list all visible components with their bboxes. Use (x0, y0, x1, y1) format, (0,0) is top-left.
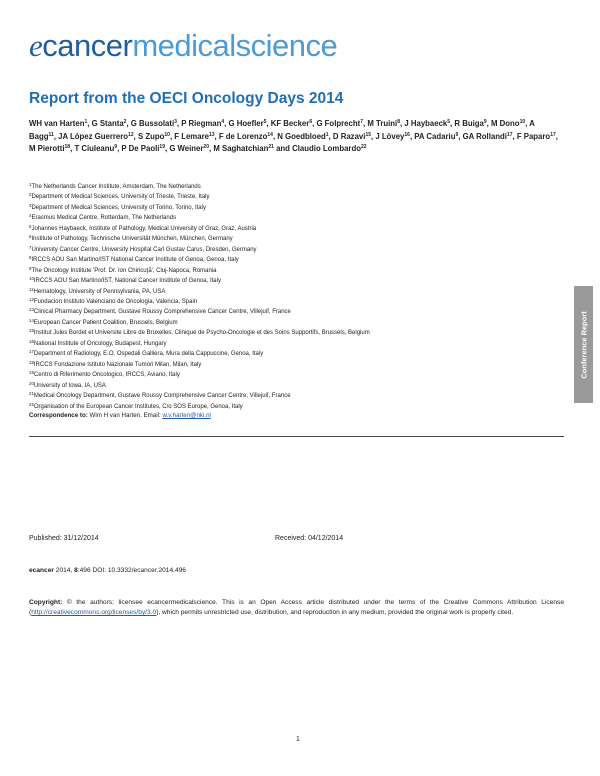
author-name: P Riegman (181, 119, 222, 128)
author-name: JA López Guerrero (58, 131, 129, 141)
affiliation-number: 17 (29, 349, 34, 355)
affiliation-text: Institut Jules Bordet et Universite Libre de Bruxelles, Clinique de Psycho-Oncologie et des Soins Supportifs, Brussels, Belgium (33, 330, 370, 337)
citation-journal: ecancer (29, 567, 54, 574)
author (271, 119, 312, 128)
citation-details: :496 DOI: 10.3332/ecancer.2014.496 (77, 567, 186, 574)
affiliation-text: University of Iowa, IA, USA (33, 382, 106, 389)
citation-volume: 8 (74, 567, 78, 574)
affiliation-text: IRCCS Fondazione Istituto Nazionale Tumori Milan, Milan, Italy (33, 361, 202, 368)
author-name: M Pierotti (29, 144, 65, 153)
author-affiliation-ref: 10 (164, 131, 170, 138)
author (181, 119, 224, 128)
author-affiliation-ref: 17 (506, 131, 513, 138)
author (414, 132, 458, 141)
received-date: Received: 04/12/2014 (275, 535, 344, 542)
author-affiliation-ref: 13 (208, 131, 215, 138)
affiliation (29, 223, 559, 233)
copyright-notice (29, 598, 564, 619)
author-name: D Razavi (332, 131, 366, 141)
published-date: Published: 31/12/2014 (29, 535, 99, 542)
author-affiliation-ref: 9 (114, 144, 118, 150)
affiliation-number: 14 (29, 317, 34, 323)
affiliation (29, 348, 559, 358)
affiliation-number: 18 (29, 359, 34, 365)
author-affiliation-ref: 16 (404, 131, 410, 138)
author-name: J Lövey (375, 131, 405, 141)
author-affiliation-ref: 9 (455, 131, 459, 138)
author-name: S Zupo (137, 131, 165, 141)
affiliation-text: IRCCS AOU San Martino/IST National Cancer Institute of Genoa, Genoa, Italy (31, 257, 239, 264)
author-name: WH van Harten (29, 119, 85, 128)
author-affiliation-ref: 22 (361, 144, 367, 150)
author-name: R Buiga (454, 119, 484, 128)
author (333, 132, 371, 141)
affiliation (29, 369, 559, 379)
author (29, 119, 87, 128)
author-affiliation-ref: 9 (483, 119, 487, 125)
affiliation (29, 401, 559, 411)
author (174, 132, 214, 141)
author-name: F Paparo (516, 131, 551, 141)
affiliation-number: 16 (29, 338, 34, 344)
author-name: M Saghatchian (213, 144, 269, 153)
author (169, 144, 209, 153)
affiliation (29, 265, 559, 275)
author (29, 144, 70, 153)
affiliation (29, 359, 559, 369)
author (375, 132, 410, 141)
affiliation (29, 338, 559, 348)
author-affiliation-ref: 12 (128, 131, 134, 138)
affiliation-text: Organisation of the European Cancer Institutes, C/o SOS Europe, Genoa, Italy (33, 403, 243, 410)
author (277, 132, 328, 141)
affiliation-text: The Oncology Institute 'Prof. Dr. Ion Chiricuţă', Cluj-Napoca, Romania (31, 267, 217, 274)
affiliation-number: 9 (29, 265, 32, 271)
affiliation (29, 390, 559, 400)
affiliation (29, 181, 559, 191)
author-name: KF Becker (270, 119, 310, 128)
author-name: G Folprecht (316, 119, 361, 128)
conference-report-tab (574, 286, 593, 403)
affiliation-text: Hematology, University of Pennsylvania, PA, USA (33, 288, 166, 295)
affiliation-text: Department of Medical Sciences, University of Torino, Torino, Italy (31, 204, 206, 211)
author-name: G Weiner (169, 144, 204, 153)
page-number: 1 (296, 736, 300, 743)
copyright-text-2: ), which permits unrestricted use, distribution, and reproduction in any medium, provided the original work is properly cited. (156, 609, 514, 617)
author-affiliation-ref: 4 (221, 119, 225, 125)
affiliation-number: 2 (29, 192, 32, 198)
author (367, 119, 400, 128)
author (229, 119, 267, 128)
author-name: J Haybaeck (404, 119, 448, 128)
author (121, 144, 165, 153)
author-affiliation-ref: 17 (550, 131, 556, 138)
author-affiliation-ref: 18 (64, 144, 71, 150)
author-name: G Bussolati (130, 119, 175, 128)
affiliation-text: European Cancer Patient Coalition, Brussels, Belgium (33, 319, 178, 326)
affiliation (29, 233, 559, 243)
author (463, 132, 513, 141)
affiliation-text: Erasmus Medical Centre, Rotterdam, The Netherlands (31, 215, 177, 222)
affiliation (29, 327, 559, 337)
author-name: F de Lorenzo (218, 131, 268, 141)
correspondence-email-link[interactable]: w.v.harten@nki.nl (162, 412, 211, 419)
affiliation-text: Institute of Pathology, Technische Universität München, München, Germany (31, 236, 233, 243)
affiliation-number: 20 (29, 380, 34, 386)
affiliation-text: University Cancer Centre, University Hospital Carl Gustav Carus, Dresden, Germany (31, 246, 257, 253)
author-name: G Hoefler (228, 119, 264, 128)
author-affiliation-ref: 19 (159, 144, 165, 150)
author-name: Claudio Lombardo (292, 144, 361, 153)
affiliation (29, 202, 559, 212)
author-affiliation-ref: 8 (397, 119, 400, 125)
affiliation-number: 15 (29, 328, 34, 334)
author-affiliation-ref: 1 (84, 119, 88, 125)
affiliation (29, 254, 559, 264)
divider (29, 436, 564, 437)
affiliation-number: 5 (29, 223, 32, 229)
affiliation-text: Medical Oncology Department, Gustave Roussy Comprehensive Cancer Centre, Villejuif, France (33, 393, 291, 400)
affiliation-number: 7 (29, 244, 32, 250)
affiliation-number: 12 (29, 296, 34, 302)
affiliation-number: 4 (29, 213, 32, 219)
affiliation (29, 286, 559, 296)
affiliation-text: Clinical Pharmacy Department, Gustave Roussy Comprehensive Cancer Centre, Villejuif, France (33, 309, 291, 316)
article-title: Report from the OECI Oncology Days 2014 (29, 90, 344, 107)
author (219, 132, 273, 141)
correspondence-text: Wim H van Harten. Email: (89, 412, 161, 419)
affiliation-text: Centro di Riferimento Oncologico, IRCCS, Aviano, Italy (33, 372, 180, 379)
correspondence-label: Correspondence to: (29, 412, 88, 419)
author (316, 119, 363, 128)
author-affiliation-ref: 15 (365, 131, 371, 138)
affiliation-list (29, 181, 559, 411)
author-name: M Truini (367, 119, 398, 128)
author (404, 119, 450, 128)
author-affiliation-ref: 21 (268, 144, 274, 150)
author-name: T Ciuleanu (74, 144, 115, 153)
author-name: PA Cadariu (414, 131, 456, 141)
author-affiliation-ref: 20 (203, 144, 209, 150)
author-name: A Bagg (29, 119, 535, 141)
affiliation (29, 306, 559, 316)
copyright-label: Copyright: (29, 599, 63, 606)
author (138, 132, 170, 141)
author-name: N Goedbloed (277, 131, 326, 141)
affiliation-text: Department of Medical Sciences, University of Trieste, Trieste, Italy (31, 194, 210, 201)
author-list: WH van Harten$^1$, G Stanta$^2$, G Bussolati$^3$, P Riegman$^4$, G Hoefler$^5$, KF Becker$^6$, G Folprecht$^7$, M Truini$^8$, J Haybaeck$^5$, R Buiga$^9$, M Dono$^{10}$, A Bagg$^{11}$, JA López Guerrero$^{12}$, S Zupo$^{10}$, F Lemare$^{13}$, F de Lorenzo$^{14}$, N Goedbloed$^1$, D Razavi$^{15}$, J Lövey$^{16}$, PA Cadariu$^9$, GA Rollandi$^{17}$, F Paparo$^{17}$, M Pierotti$^{18}$, T Ciuleanu$^9$, P De Paoli$^{19}$, G Weiner$^{20}$, M Saghatchian$^{21}$ and Claudio Lombardo$^{22}$ (29, 119, 558, 153)
affiliation-text: IRCCS AOU San Martino/IST, National Cancer Institute of Genoa, Italy (33, 278, 221, 285)
affiliation (29, 244, 559, 254)
author-affiliation-ref: 10 (519, 119, 526, 125)
author-name: GA Rollandi (462, 131, 507, 141)
affiliation-number: 13 (29, 307, 34, 313)
license-link[interactable]: http://creativecommons.org/licenses/by/3.0 (31, 609, 157, 617)
author-name: P De Paoli (121, 144, 160, 153)
citation (29, 567, 186, 574)
affiliation (29, 191, 559, 201)
affiliation-number: 22 (29, 401, 34, 407)
citation-year: 2014, (55, 567, 73, 574)
author (74, 144, 117, 153)
affiliation (29, 380, 559, 390)
affiliation-number: 6 (29, 234, 32, 240)
affiliation-number: 10 (29, 276, 34, 282)
author-affiliation-ref: 2 (123, 119, 127, 125)
author-affiliation-ref: 14 (267, 131, 273, 138)
author (92, 119, 127, 128)
author (292, 144, 366, 153)
affiliation-text: Fundacion Instituto Valenciano de Oncologia, Valencia, Spain (33, 298, 198, 305)
affiliation-number: 8 (29, 255, 32, 261)
logo-cancer: cancer (42, 28, 133, 63)
author-affiliation-ref: 11 (48, 131, 54, 138)
affiliation-text: Johannes Haybaeck, Institute of Pathology, Medical University of Graz, Graz, Austria (31, 225, 257, 232)
affiliation (29, 296, 559, 306)
journal-logo (29, 30, 337, 61)
affiliation-number: 3 (29, 202, 32, 208)
affiliation-text: Department of Radiology, E.O. Ospedali Galliera, Mura della Cappuccine, Genoa, Italy (33, 351, 264, 358)
affiliation (29, 317, 559, 327)
logo-medicalscience: medicalscience (132, 28, 338, 63)
author-affiliation-ref: 7 (360, 119, 363, 125)
side-tab-label: Conference Report (579, 310, 588, 379)
affiliation-text: The Netherlands Cancer Institute, Amsterdam, The Netherlands (31, 184, 201, 190)
author-name: G Stanta (91, 119, 124, 128)
affiliation-number: 19 (29, 370, 34, 376)
logo-e: e (29, 28, 43, 63)
affiliation (29, 275, 559, 285)
correspondence (29, 412, 211, 419)
author (517, 132, 556, 141)
author-affiliation-ref: 5 (447, 119, 451, 125)
affiliation-number: 11 (29, 286, 34, 292)
copyright-text-1: © the authors; licensee ecancermedicalscience. This is an Open Access article distributed under the terms of the Creative Commons Attribution License ( (29, 599, 564, 617)
affiliation-number: 1 (29, 182, 32, 187)
affiliation-number: 21 (29, 391, 34, 397)
author (491, 119, 525, 128)
author (58, 132, 133, 141)
author (131, 119, 177, 128)
author (213, 144, 274, 153)
author-affiliation-ref: 3 (174, 119, 177, 125)
author-affiliation-ref: 5 (263, 119, 267, 125)
author-name: M Dono (490, 119, 520, 128)
affiliation (29, 212, 559, 222)
affiliation-text: National Institute of Oncology, Budapest, Hungary (33, 340, 167, 347)
author-affiliation-ref: 6 (309, 119, 313, 125)
author-name: F Lemare (174, 131, 209, 141)
author-affiliation-ref: 1 (325, 131, 329, 138)
author (454, 119, 486, 128)
